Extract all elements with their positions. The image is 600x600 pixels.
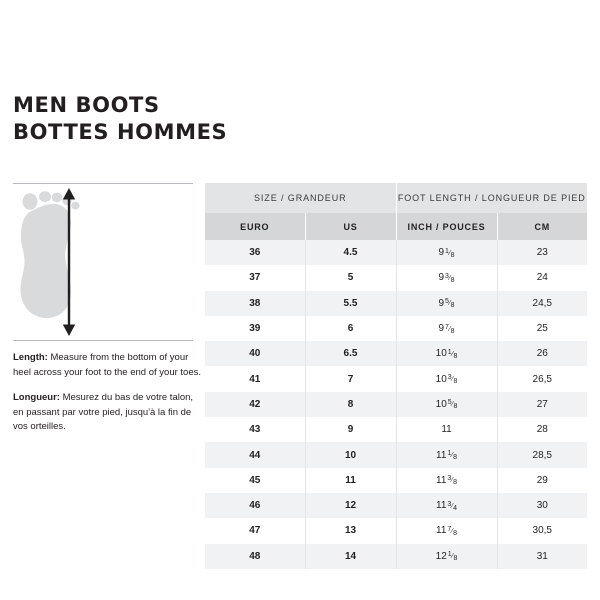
cell-cm: 30,5 — [497, 518, 587, 543]
inch-fraction-bar: ⁄ — [451, 553, 454, 561]
cell-euro: 45 — [205, 468, 305, 493]
cell-inch — [396, 493, 497, 518]
cell-cm: 24,5 — [497, 291, 587, 316]
table-row — [205, 341, 587, 366]
inch-fraction-denominator: 8 — [450, 276, 455, 284]
cell-us: 6.5 — [305, 341, 396, 366]
cell-cm: 28,5 — [497, 442, 587, 467]
inch-fraction-denominator: 8 — [453, 378, 458, 386]
inch-whole: 10 — [435, 348, 447, 360]
cell-cm: 31 — [497, 544, 587, 569]
cell-inch — [396, 417, 497, 442]
cell-us: 11 — [305, 468, 396, 493]
inch-fraction-numerator: 1 — [445, 247, 449, 255]
cell-us: 7 — [305, 366, 396, 391]
size-chart-table — [205, 183, 587, 569]
inch-fraction — [445, 272, 455, 284]
cell-euro: 44 — [205, 442, 305, 467]
inch-fraction-denominator: 8 — [453, 529, 457, 537]
inch-fraction-numerator: 5 — [447, 399, 452, 407]
inch-whole: 11 — [441, 424, 452, 436]
inch-fraction-numerator: 1 — [447, 450, 452, 458]
inch-fraction-bar: ⁄ — [451, 527, 453, 535]
cell-inch — [396, 316, 497, 341]
cell-cm: 30 — [497, 493, 587, 518]
table-row — [205, 240, 587, 265]
inch-whole: 12 — [435, 550, 447, 562]
inch-fraction — [447, 525, 457, 537]
inch-fraction-denominator: 8 — [453, 454, 457, 462]
cell-inch — [396, 291, 497, 316]
inch-fraction-numerator: 7 — [445, 323, 449, 331]
cell-cm: 25 — [497, 316, 587, 341]
instructions-fr-lead: Longueur: — [13, 392, 60, 403]
inch-fraction-bar: ⁄ — [449, 325, 451, 333]
inch-whole: 9 — [438, 297, 444, 309]
table-row — [205, 468, 587, 493]
inch-fraction-bar: ⁄ — [451, 452, 453, 460]
cell-euro: 43 — [205, 417, 305, 442]
inch-fraction-bar: ⁄ — [449, 249, 451, 257]
cell-cm: 28 — [497, 417, 587, 442]
inch-fraction-bar: ⁄ — [451, 477, 453, 485]
inch-fraction-bar: ⁄ — [449, 300, 451, 308]
inch-fraction — [447, 450, 457, 462]
cell-us: 10 — [305, 442, 396, 467]
inch-fraction-bar: ⁄ — [451, 376, 454, 384]
cell-euro: 42 — [205, 392, 305, 417]
cell-us: 5.5 — [305, 291, 396, 316]
cell-inch — [396, 240, 497, 265]
inch-fraction-bar: ⁄ — [451, 502, 453, 510]
inch-fraction — [447, 551, 458, 563]
inch-fraction-numerator: 3 — [447, 500, 452, 508]
inch-fraction-numerator: 1 — [447, 348, 452, 356]
table-row — [205, 544, 587, 569]
inch-fraction-denominator: 8 — [453, 403, 458, 411]
group-header-foot-length: FOOT LENGTH / LONGUEUR DE PIED — [396, 183, 587, 213]
measurement-instructions — [13, 351, 203, 446]
table-row — [205, 518, 587, 543]
instructions-fr — [13, 391, 203, 435]
cell-cm: 27 — [497, 392, 587, 417]
inch-fraction — [447, 374, 458, 386]
cell-cm: 29 — [497, 468, 587, 493]
cell-inch — [396, 518, 497, 543]
cell-cm: 24 — [497, 265, 587, 290]
inch-fraction-numerator: 1 — [447, 551, 452, 559]
cell-us: 4.5 — [305, 240, 396, 265]
inch-fraction-denominator: 8 — [453, 555, 458, 563]
table-row — [205, 493, 587, 518]
cell-us: 13 — [305, 518, 396, 543]
cell-euro: 36 — [205, 240, 305, 265]
inch-fraction-bar: ⁄ — [451, 350, 454, 358]
inch-fraction-bar: ⁄ — [449, 274, 451, 282]
instructions-en — [13, 351, 203, 380]
illustration-bottom-divider — [13, 340, 193, 341]
inch-whole: 10 — [435, 373, 447, 385]
table-row — [205, 316, 587, 341]
size-chart-table-wrapper — [205, 183, 587, 569]
column-header-cm: CM — [497, 213, 587, 240]
inch-fraction — [445, 298, 455, 310]
cell-euro: 38 — [205, 291, 305, 316]
cell-euro: 37 — [205, 265, 305, 290]
cell-us: 6 — [305, 316, 396, 341]
inch-fraction-numerator: 3 — [445, 272, 449, 280]
cell-inch — [396, 265, 497, 290]
inch-fraction — [447, 475, 457, 487]
cell-us: 5 — [305, 265, 396, 290]
inch-whole: 11 — [436, 474, 447, 486]
inch-fraction — [445, 247, 455, 259]
cell-inch — [396, 341, 497, 366]
inch-fraction-numerator: 5 — [445, 298, 449, 306]
cell-euro: 48 — [205, 544, 305, 569]
column-header-euro: EURO — [205, 213, 305, 240]
table-row — [205, 291, 587, 316]
cell-cm: 26,5 — [497, 366, 587, 391]
table-row — [205, 265, 587, 290]
cell-euro: 47 — [205, 518, 305, 543]
instructions-en-lead: Length: — [13, 352, 48, 363]
inch-whole: 9 — [438, 323, 444, 335]
group-header-size: SIZE / GRANDEUR — [205, 183, 396, 213]
table-row — [205, 392, 587, 417]
inch-whole: 11 — [436, 449, 447, 461]
cell-euro: 39 — [205, 316, 305, 341]
inch-whole: 10 — [435, 398, 447, 410]
cell-us: 9 — [305, 417, 396, 442]
inch-fraction-bar: ⁄ — [451, 401, 454, 409]
cell-us: 12 — [305, 493, 396, 518]
inch-fraction — [445, 323, 455, 335]
inch-fraction — [447, 500, 457, 512]
table-row — [205, 417, 587, 442]
inch-whole: 11 — [436, 525, 447, 537]
table-column-header-row — [205, 213, 587, 240]
cell-inch — [396, 442, 497, 467]
inch-fraction-denominator: 8 — [450, 302, 455, 310]
illustration-top-divider — [13, 183, 193, 184]
inch-fraction-numerator: 3 — [447, 475, 452, 483]
inch-whole: 11 — [436, 500, 447, 512]
inch-fraction-denominator: 8 — [450, 327, 455, 335]
measurement-illustration — [13, 183, 193, 341]
table-body — [205, 240, 587, 569]
cell-euro: 41 — [205, 366, 305, 391]
cell-cm: 23 — [497, 240, 587, 265]
cell-inch — [396, 468, 497, 493]
inch-fraction-numerator: 7 — [447, 525, 452, 533]
table-group-header-row — [205, 183, 587, 213]
page-title-fr: BOTTES HOMMES — [13, 120, 228, 144]
inch-fraction-numerator: 3 — [447, 374, 452, 382]
column-header-us: US — [305, 213, 396, 240]
double-arrow-vertical-icon — [61, 188, 77, 336]
cell-us: 14 — [305, 544, 396, 569]
inch-fraction-denominator: 8 — [453, 479, 457, 487]
inch-fraction-denominator: 8 — [453, 352, 458, 360]
inch-fraction — [447, 348, 458, 360]
column-header-inch: INCH / POUCES — [396, 213, 497, 240]
cell-us: 8 — [305, 392, 396, 417]
table-row — [205, 442, 587, 467]
cell-inch — [396, 392, 497, 417]
page-title — [13, 92, 433, 146]
inch-fraction — [447, 399, 458, 411]
table-row — [205, 366, 587, 391]
page-title-en: MEN BOOTS — [13, 93, 160, 117]
instructions-en-text: Measure from the bottom of your heel across your foot to the end of your toes. — [13, 352, 202, 378]
cell-euro: 46 — [205, 493, 305, 518]
cell-inch — [396, 544, 497, 569]
cell-cm: 26 — [497, 341, 587, 366]
inch-fraction-denominator: 4 — [453, 504, 457, 512]
inch-whole: 9 — [438, 272, 444, 284]
cell-euro: 40 — [205, 341, 305, 366]
instructions-fr-text: Mesurez du bas de votre talon, en passant par votre pied, jusqu'à la fin de vos orteilles. — [13, 392, 194, 432]
cell-inch — [396, 366, 497, 391]
inch-whole: 9 — [438, 247, 444, 259]
inch-fraction-denominator: 8 — [450, 251, 455, 259]
